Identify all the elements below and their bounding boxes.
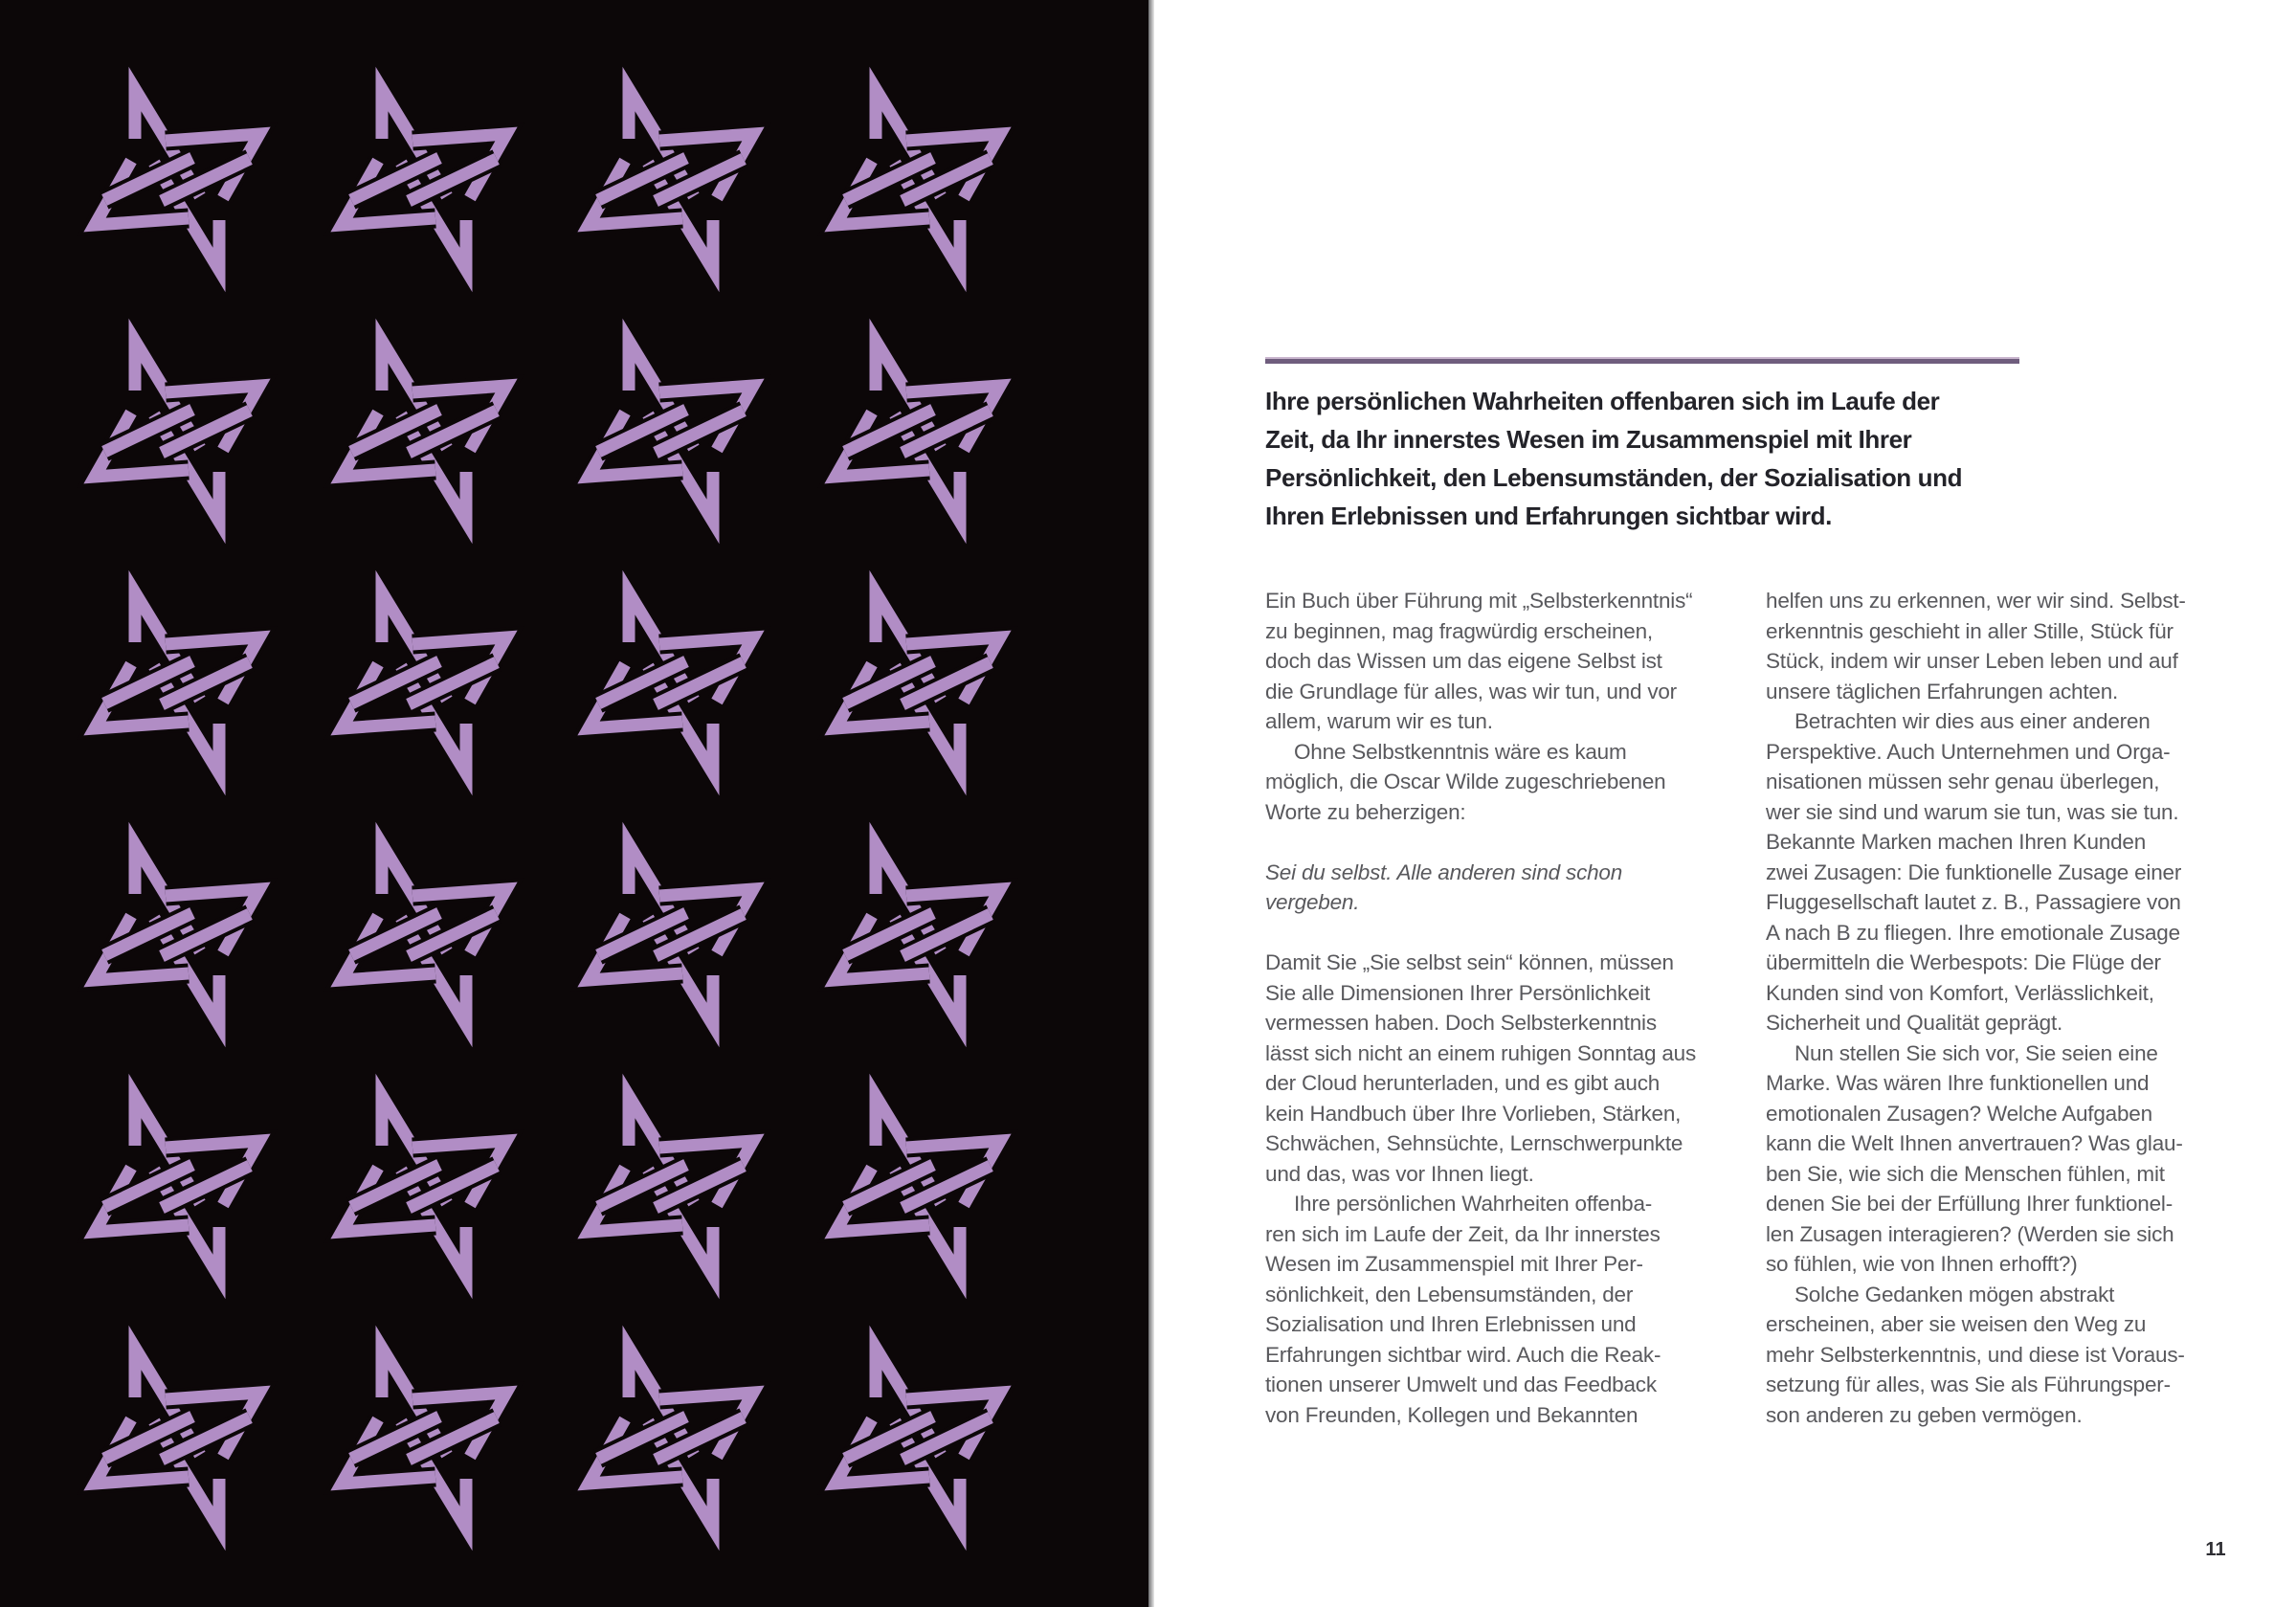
heading-line: Ihre persönlichen Wahrheiten offenbaren sich im Laufe der (1265, 387, 1940, 415)
text-line: zwei Zusagen: Die funktionelle Zusage einer (1766, 859, 2182, 884)
text-line: mehr Selbsterkenntnis, und diese ist Voraus- (1766, 1342, 2185, 1367)
text-line: Worte zu beherzigen: (1265, 799, 1466, 824)
text-line: len Zusagen interagieren? (Werden sie sich (1766, 1221, 2174, 1246)
text-line: Solche Gedanken mögen abstrakt (1794, 1282, 2115, 1306)
text-line: kein Handbuch über Ihre Vorlieben, Stärken, (1265, 1101, 1682, 1126)
star-pattern-glyph (81, 585, 273, 781)
star-pattern-glyph (575, 1340, 767, 1536)
text-line: vergeben. (1265, 890, 1360, 914)
text-line: Sicherheit und Qualität geprägt. (1766, 1011, 2063, 1035)
text-line: Bekannte Marken machen Ihren Kunden (1766, 830, 2147, 854)
text-line: erkenntnis geschieht in aller Stille, Stück für (1766, 618, 2173, 643)
star-pattern-glyph (822, 1088, 1014, 1284)
text-line: Ihre persönlichen Wahrheiten offenba- (1294, 1192, 1653, 1216)
star-pattern-glyph (575, 585, 767, 781)
text-line: Kunden sind von Komfort, Verlässlichkeit, (1766, 980, 2154, 1005)
text-line: emotionalen Zusagen? Welche Aufgaben (1766, 1101, 2152, 1126)
text-line: Wesen im Zusammenspiel mit Ihrer Per- (1265, 1252, 1643, 1276)
text-line: die Grundlage für alles, was wir tun, und vor (1265, 679, 1677, 703)
text-line: Sozialisation und Ihren Erlebnissen und (1265, 1312, 1637, 1336)
text-line: ren sich im Laufe der Zeit, da Ihr innerstes (1265, 1221, 1661, 1246)
star-pattern-glyph (575, 1088, 767, 1284)
text-line: Marke. Was wären Ihre funktionellen und (1766, 1071, 2150, 1095)
text-line: Stück, indem wir unser Leben leben und auf (1766, 649, 2178, 673)
text-line: Erfahrungen sichtbar wird. Auch die Reak- (1265, 1342, 1661, 1367)
text-line: und das, was vor Ihnen liegt. (1265, 1161, 1534, 1186)
star-pattern-glyph (328, 837, 520, 1033)
star-pattern-glyph (328, 81, 520, 278)
text-line: Nun stellen Sie sich vor, Sie seien eine (1794, 1040, 2158, 1065)
text-line: doch das Wissen um das eigene Selbst ist (1265, 649, 1662, 673)
text-column-left (1265, 586, 1696, 1430)
star-pattern-glyph (81, 1340, 273, 1536)
text-line: möglich, die Oscar Wilde zugeschriebenen (1265, 770, 1666, 793)
text-line: kann die Welt Ihnen anvertrauen? Was glau- (1766, 1131, 2183, 1155)
text-line: der Cloud herunterladen, und es gibt auch (1265, 1071, 1661, 1095)
text-column-right (1766, 586, 2186, 1430)
star-pattern-glyph (575, 81, 767, 278)
heading-line: Zeit, da Ihr innerstes Wesen im Zusammenspiel mit Ihrer (1265, 425, 1912, 454)
star-pattern-glyph (822, 585, 1014, 781)
star-pattern-glyph (81, 837, 273, 1033)
text-line: zu beginnen, mag fragwürdig erscheinen, (1265, 618, 1653, 643)
text-line: ben Sie, wie sich die Menschen fühlen, mit (1766, 1161, 2165, 1186)
text-line: Damit Sie „Sie selbst sein“ können, müssen (1265, 950, 1674, 974)
text-line: lässt sich nicht an einem ruhigen Sonntag aus (1265, 1040, 1697, 1065)
text-line: erscheinen, aber sie weisen den Weg zu (1766, 1312, 2147, 1336)
text-line: helfen uns zu erkennen, wer wir sind. Selbst- (1766, 589, 2186, 613)
star-pattern-glyph (81, 81, 273, 278)
star-pattern-glyph (822, 837, 1014, 1033)
star-pattern-glyph (575, 837, 767, 1033)
text-line: sönlichkeit, den Lebensumständen, der (1265, 1282, 1634, 1306)
star-pattern-glyph (328, 1088, 520, 1284)
page-gutter-shadow (1148, 0, 1154, 1607)
text-line: von Freunden, Kollegen und Bekannten (1265, 1402, 1638, 1427)
text-line: Schwächen, Sehnsüchte, Lernschwerpunkte (1265, 1131, 1683, 1155)
star-pattern-glyph (822, 333, 1014, 529)
text-line: Perspektive. Auch Unternehmen und Orga- (1766, 739, 2171, 764)
text-line: denen Sie bei der Erfüllung Ihrer funktionel- (1766, 1192, 2173, 1216)
star-pattern-glyph (81, 333, 273, 529)
text-line: Betrachten wir dies aus einer anderen (1794, 709, 2151, 733)
text-line: wer sie sind und warum sie tun, was sie tun. (1766, 799, 2179, 824)
lead-paragraph (1265, 382, 1962, 535)
star-pattern-glyph (328, 333, 520, 529)
star-pattern-glyph (328, 585, 520, 781)
star-pattern-glyph (81, 1088, 273, 1284)
text-line: unsere täglichen Erfahrungen achten. (1766, 679, 2119, 703)
heading-line: Persönlichkeit, den Lebensumständen, der Sozialisation und (1265, 463, 1963, 492)
text-line: vermessen haben. Doch Selbsterkenntnis (1265, 1011, 1657, 1035)
text-line: so fühlen, wie von Ihnen erhofft?) (1766, 1252, 2078, 1276)
star-pattern-glyph (328, 1340, 520, 1536)
star-pattern-glyph (575, 333, 767, 529)
text-line: Sei du selbst. Alle anderen sind schon (1265, 859, 1623, 884)
text-line: Ohne Selbstkenntnis wäre es kaum (1294, 739, 1627, 764)
text-line: setzung für alles, was Sie als Führungsper- (1766, 1373, 2171, 1396)
text-line: nisationen müssen sehr genau überlegen, (1766, 770, 2160, 793)
text-line: Fluggesellschaft lautet z. B., Passagiere von (1766, 890, 2181, 914)
text-line: A nach B zu fliegen. Ihre emotionale Zusage (1766, 920, 2180, 945)
page-number: 11 (2205, 1539, 2226, 1560)
heading-line: Ihren Erlebnissen und Erfahrungen sichtbar wird. (1265, 502, 1832, 530)
star-pattern-glyph (822, 81, 1014, 278)
text-line: son anderen zu geben vermögen. (1766, 1402, 2083, 1427)
accent-rule (1265, 357, 2019, 364)
text-line: tionen unserer Umwelt und das Feedback (1265, 1373, 1657, 1396)
text-line: allem, warum wir es tun. (1265, 709, 1493, 733)
star-pattern-glyph (822, 1340, 1014, 1536)
text-line: übermitteln die Werbespots: Die Flüge der (1766, 950, 2161, 974)
text-line: Ein Buch über Führung mit „Selbsterkenntnis“ (1265, 589, 1693, 613)
text-line: Sie alle Dimensionen Ihrer Persönlichkeit (1265, 980, 1650, 1005)
